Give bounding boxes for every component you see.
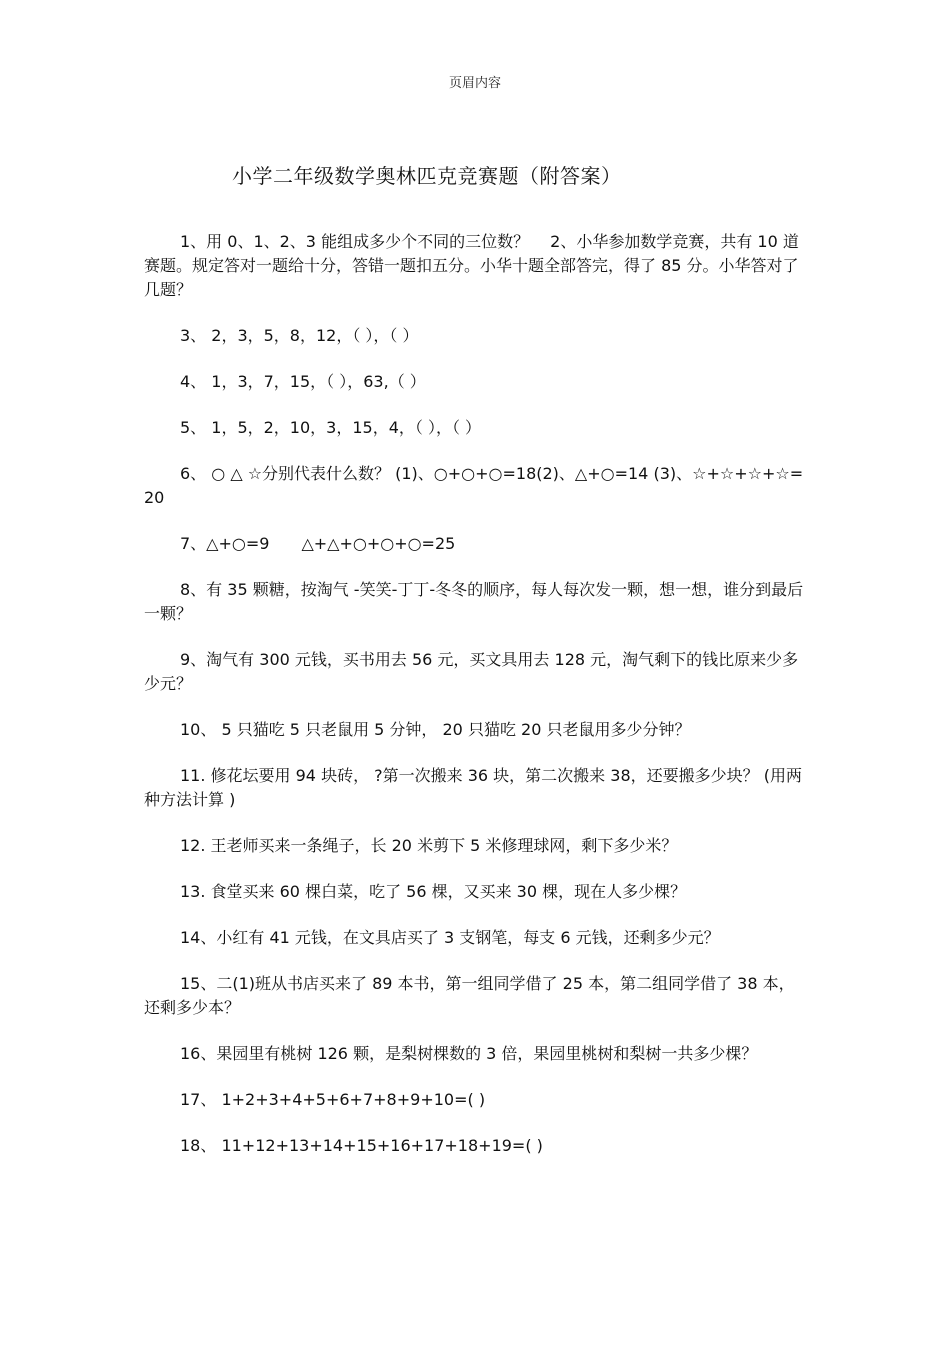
question-9: 9、淘气有 300 元钱，买书用去 56 元，买文具用去 128 元，淘气剩下的钱比原来少多少元？ [144, 650, 799, 693]
question-15: 15、二(1)班从书店买来了 89 本书，第一组同学借了 25 本，第二组同学借了 38 本，还剩多少本？ [144, 974, 795, 1017]
question-1-2: 1、用 0、1、2、3 能组成多少个不同的三位数？ 2、小华参加数学竞赛，共有 10 道赛题。规定答对一题给十分，答错一题扣五分。小华十题全部答完，得了 85 分。小华答对了几题？ [144, 232, 799, 299]
question-5: 5、 1，5，2，10，3，15，4，（ ），（ ） [180, 418, 482, 437]
question-3: 3、 2，3，5，8，12，（ ），（ ） [180, 326, 419, 345]
question-12: 12. 王老师买来一条绳子，长 20 米剪下 5 米修理球网，剩下多少米？ [180, 836, 678, 855]
question-4: 4、 1，3，7，15，（ ），63,（ ） [180, 372, 426, 391]
question-16: 16、果园里有桃树 126 颗，是梨树棵数的 3 倍，果园里桃树和梨树一共多少棵？ [180, 1044, 758, 1063]
question-list [144, 230, 808, 1180]
page-header: 页眉内容 [448, 76, 501, 91]
question-8: 8、有 35 颗糖，按淘气 -笑笑-丁丁-冬冬的顺序，每人每次发一颗，想一想，谁分到最后一颗？ [144, 580, 804, 623]
question-14: 14、小红有 41 元钱，在文具店买了 3 支钢笔，每支 6 元钱，还剩多少元？ [180, 928, 720, 947]
question-18: 18、 11+12+13+14+15+16+17+18+19=( ) [180, 1136, 543, 1155]
question-17: 17、 1+2+3+4+5+6+7+8+9+10=( ) [180, 1090, 486, 1109]
question-7: 7、△+○=9 △+△+○+○+○=25 [180, 534, 456, 553]
question-13: 13. 食堂买来 60 棵白菜，吃了 56 棵，又买来 30 棵，现在人多少棵？ [180, 882, 687, 901]
question-11: 11. 修花坛要用 94 块砖， ?第一次搬来 36 块，第二次搬来 38，还要搬多少块？ (用两种方法计算 ) [144, 766, 802, 809]
question-10: 10、 5 只猫吃 5 只老鼠用 5 分钟， 20 只猫吃 20 只老鼠用多少分钟？ [180, 720, 691, 739]
question-6: 6、 ○ △ ☆分别代表什么数？ (1)、○+○+○=18(2)、△+○=14 (3)、☆+☆+☆+☆=20 [144, 464, 804, 507]
document-title: 小学二年级数学奥林匹克竞赛题（附答案） [232, 164, 622, 188]
